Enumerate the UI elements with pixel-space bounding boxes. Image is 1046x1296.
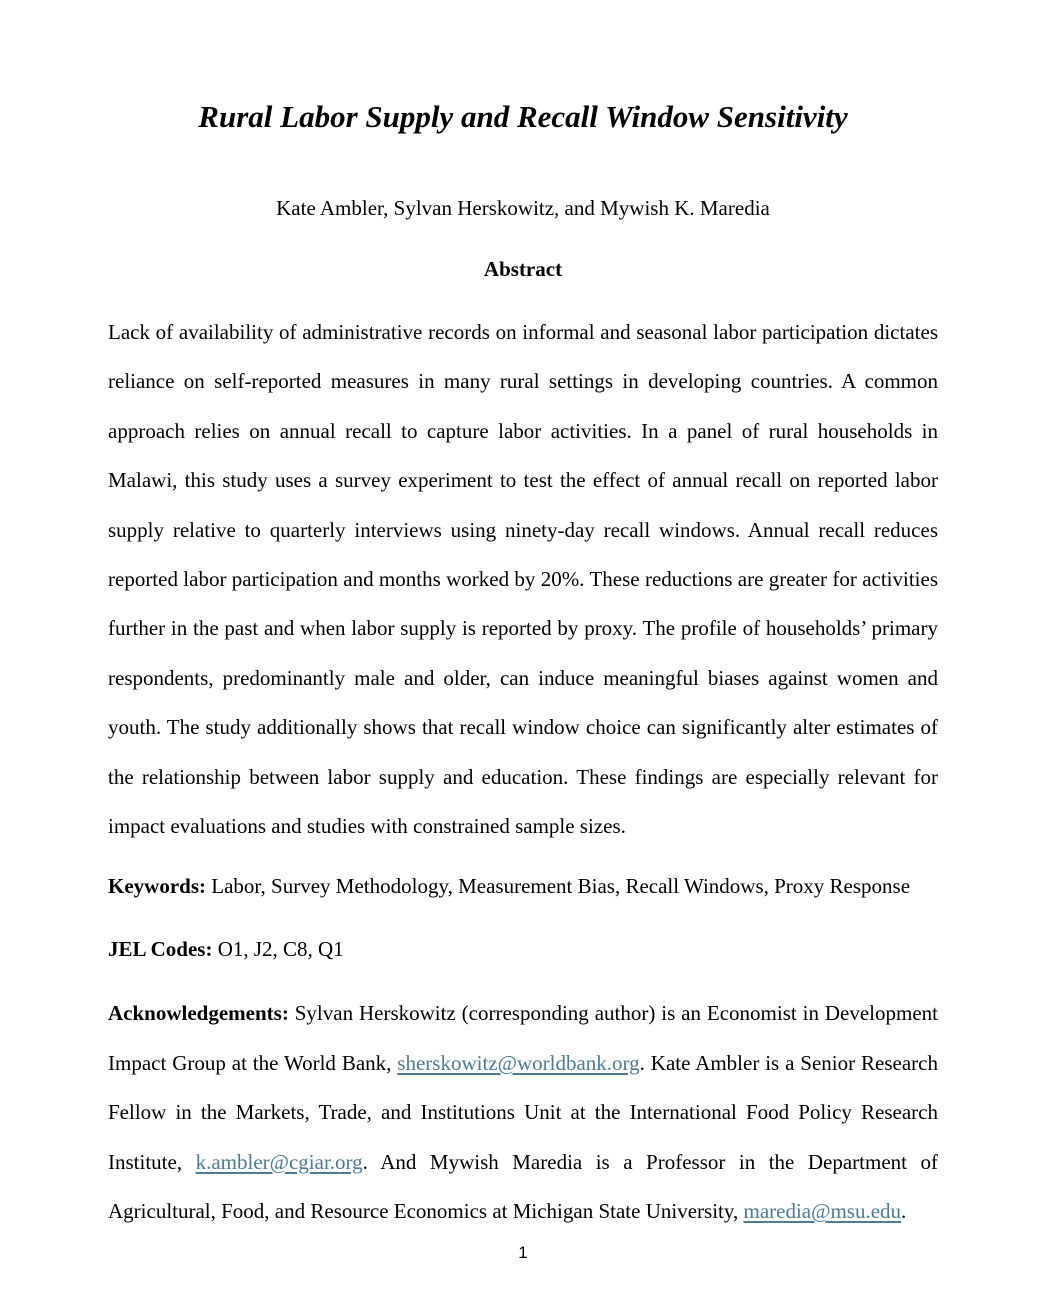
abstract-heading: Abstract (483, 257, 563, 281)
email-link-herskowitz[interactable]: sherskowitz@worldbank.org (397, 1050, 640, 1075)
jel-codes-text: O1, J2, C8, Q1 (212, 936, 344, 961)
acknowledgements-text: . And Mywish Maredia is a Professor in the Department of Agricultural, Food, and Resource Economics at Michigan State University, (108, 1149, 938, 1223)
keywords-text: Labor, Survey Methodology, Measurement Bias, Recall Windows, Proxy Response (206, 874, 911, 899)
paper-title: Rural Labor Supply and Recall Window Sensitivity (198, 99, 848, 134)
acknowledgements-text: Sylvan Herskowitz (corresponding author) is an Economist in Development Impact Group at the World Bank, (108, 1001, 938, 1075)
acknowledgements-paragraph (108, 989, 938, 1236)
acknowledgements-text: . Kate Ambler is a Senior Research Fellow in the Markets, Trade, and Institutions Unit at the International Food Policy Research Institute, (108, 1050, 938, 1174)
acknowledgements-label: Acknowledgements: (108, 1001, 289, 1026)
jel-codes-label: JEL Codes: (108, 936, 213, 961)
keywords-label: Keywords: (108, 874, 206, 899)
email-link-ambler[interactable]: k.ambler@cgiar.org (195, 1149, 363, 1174)
jel-codes-line (108, 925, 938, 974)
acknowledgements-text: . (901, 1198, 907, 1223)
author-line: Kate Ambler, Sylvan Herskowitz, and Mywish K. Maredia (276, 196, 770, 220)
page-number: 1 (518, 1243, 528, 1262)
keywords-line (108, 862, 938, 911)
abstract-text: Lack of availability of administrative records on informal and seasonal labor participation dictates reliance on self-reported measures in many rural settings in developing countries. A common approach relies on annual recall to capture labor activities. In a panel of rural households in Malawi, this study uses a survey experiment to test the effect of annual recall on reported labor supply relative to quarterly interviews using ninety-day recall windows. Annual recall reduces reported labor participation and months worked by 20%. These reductions are greater for activities further in the past and when labor supply is reported by proxy. The profile of households’ primary respondents, predominantly male and older, can induce meaningful biases against women and youth. The study additionally shows that recall window choice can significantly alter estimates of the relationship between labor supply and education. These findings are especially relevant for impact evaluations and studies with constrained sample sizes. (108, 320, 938, 839)
email-link-maredia[interactable]: maredia@msu.edu (743, 1198, 902, 1223)
